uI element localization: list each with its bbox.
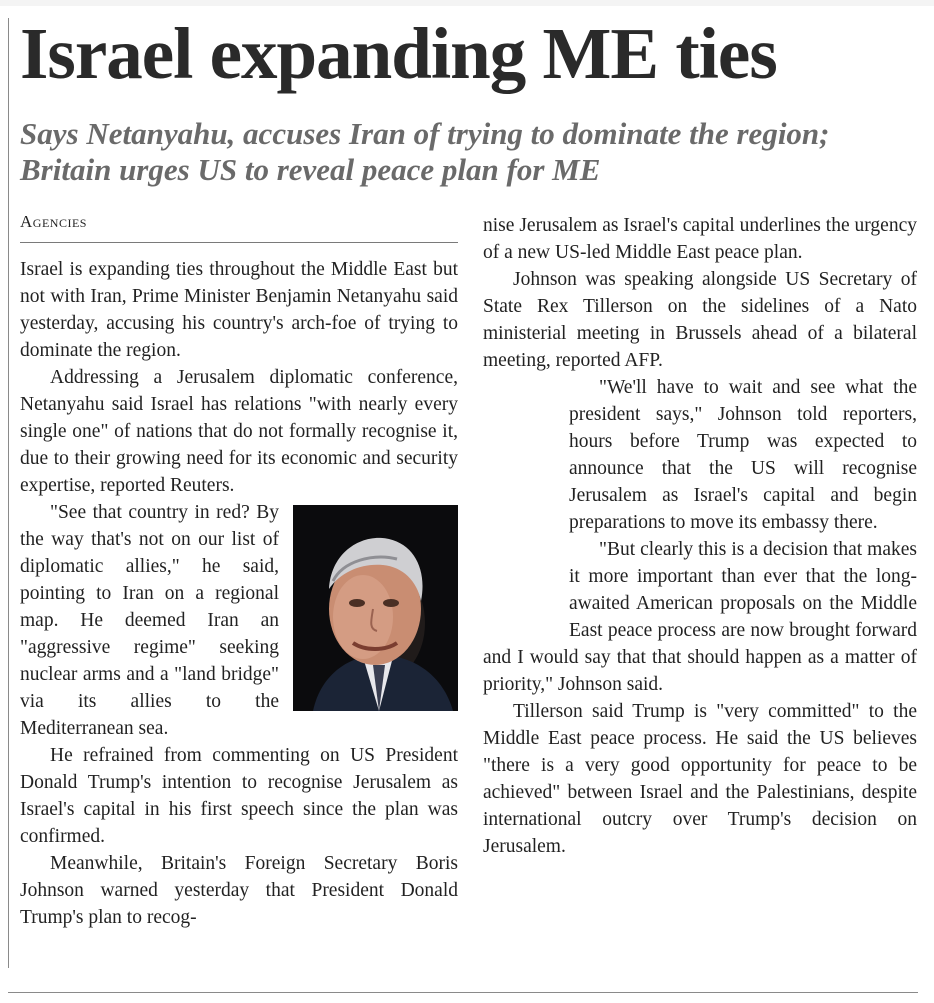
byline: Agencies	[20, 212, 458, 243]
paragraph: nise Jerusalem as Israel's capital underlines the urgency of a new US-led Middle East peace plan.	[483, 215, 917, 263]
column-rule-left	[8, 18, 9, 968]
paragraph: He refrained from commenting on US President Donald Trump's intention to recognise Jerusalem as Israel's capital in his first speech since the plan was confirmed.	[20, 745, 458, 847]
netanyahu-photo	[293, 505, 458, 711]
paragraph: "See that country in red? By the way that's not on our list of diplomatic allies," he said, pointing to Iran on a regional map. He deemed Iran an "aggressive regime" seeking nuclear arms and a "land bridge" via its allies to the Mediterranean sea.	[20, 502, 279, 739]
article-column-1	[20, 256, 458, 931]
photo-wrap-space	[483, 374, 569, 632]
paragraph: Addressing a Jerusalem diplomatic conference, Netanyahu said Israel has relations "with nearly every single one" of nations that do not formally recognise it, due to their growing need for its economic and security expertise, reported Reuters.	[20, 367, 458, 496]
article-column-2	[483, 212, 917, 860]
paragraph: "We'll have to wait and see what the president says," Johnson told reporters, hours before Trump was expected to announce that the US will recognise Jerusalem as Israel's capital and begin preparations to move its embassy there.	[569, 377, 917, 533]
paragraph: Tillerson said Trump is "very committed" to the Middle East peace process. He said the US believes "there is a very good opportunity for peace to be achieved" between Israel and the Palestinians, despite international outcry over Trump's decision on Jerusalem.	[483, 701, 917, 857]
top-edge	[0, 0, 934, 6]
paragraph: "But clearly this is a decision that makes it more important than ever that the long-awaited American proposals on the Middle East peace process are now brought forward and I would say that that should happen as a matter of priority," Johnson said.	[483, 539, 917, 695]
subheadline: Says Netanyahu, accuses Iran of trying to dominate the region; Britain urges US to reveal peace plan for ME	[20, 116, 830, 187]
paragraph: Meanwhile, Britain's Foreign Secretary Boris Johnson warned yesterday that President Donald Trump's plan to recog-	[20, 853, 458, 928]
portrait-image	[293, 505, 458, 711]
paragraph: Israel is expanding ties throughout the Middle East but not with Iran, Prime Minister Benjamin Netanyahu said yesterday, accusing his country's arch-foe of trying to dominate the region.	[20, 259, 458, 361]
bottom-rule	[8, 992, 918, 993]
headline: Israel expanding ME ties	[20, 13, 777, 94]
paragraph: Johnson was speaking alongside US Secretary of State Rex Tillerson on the sidelines of a Nato ministerial meeting in Brussels ahead of a bilateral meeting, reported AFP.	[483, 269, 917, 371]
